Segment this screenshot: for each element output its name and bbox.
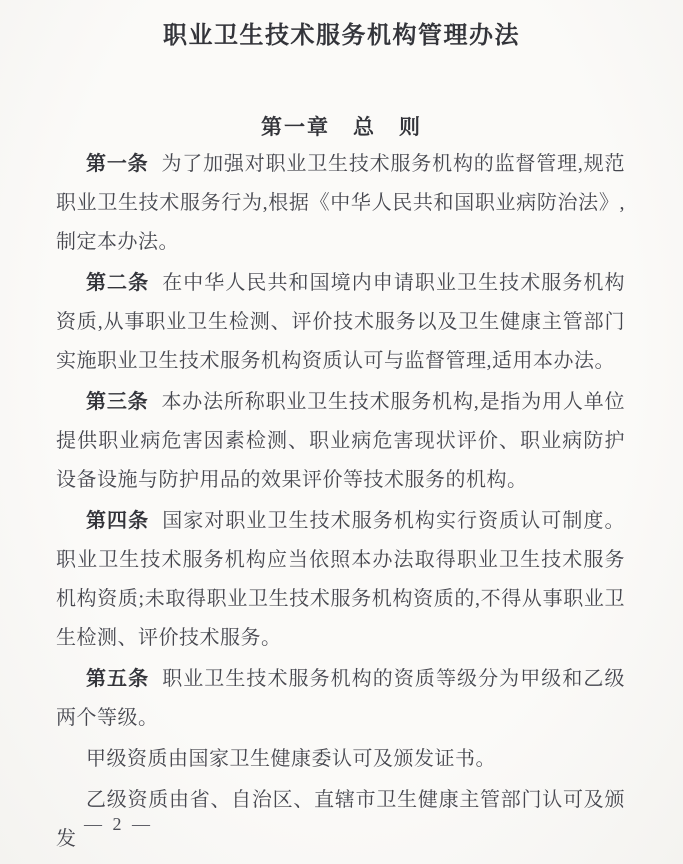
document-title: 职业卫生技术服务机构管理办法 — [163, 23, 520, 49]
document-body — [56, 145, 625, 859]
paragraph-text: 职业卫生技术服务机构的资质等级分为甲级和乙级两个等级。 — [56, 668, 625, 729]
article-paragraph — [56, 502, 625, 658]
article-number: 第一条 — [86, 153, 149, 175]
article-paragraph — [56, 383, 625, 500]
paragraph-text: 乙级资质由省、自治区、直辖市卫生健康主管部门认可及颁发 — [56, 789, 625, 850]
paragraph-text: 甲级资质由国家卫生健康委认可及颁发证书。 — [86, 748, 496, 770]
article-paragraph — [56, 740, 625, 779]
article-number: 第五条 — [86, 668, 150, 690]
article-paragraph — [56, 660, 625, 738]
article-number: 第四条 — [86, 510, 150, 532]
paragraph-text: 在中华人民共和国境内申请职业卫生技术服务机构资质,从事职业卫生检测、评价技术服务以及卫生健康主管部门实施职业卫生技术服务机构资质认可与监督管理,适用本办法。 — [56, 272, 625, 372]
article-number: 第二条 — [86, 272, 150, 294]
page-number: — 2 — — [84, 814, 153, 834]
paragraph-text: 为了加强对职业卫生技术服务机构的监督管理,规范职业卫生技术服务行为,根据《中华人民共和国职业病防治法》,制定本办法。 — [56, 153, 626, 253]
article-paragraph — [56, 145, 625, 262]
article-number: 第三条 — [86, 391, 149, 413]
chapter-heading: 第一章 总 则 — [261, 115, 422, 139]
paragraph-text: 国家对职业卫生技术服务机构实行资质认可制度。职业卫生技术服务机构应当依照本办法取得职业卫生技术服务机构资质;未取得职业卫生技术服务机构资质的,不得从事职业卫生检测、评价技术服务。 — [56, 510, 625, 649]
article-paragraph — [56, 264, 625, 381]
paragraph-text: 本办法所称职业卫生技术服务机构,是指为用人单位提供职业病危害因素检测、职业病危害现状评价、职业病防护设备设施与防护用品的效果评价等技术服务的机构。 — [56, 391, 626, 491]
